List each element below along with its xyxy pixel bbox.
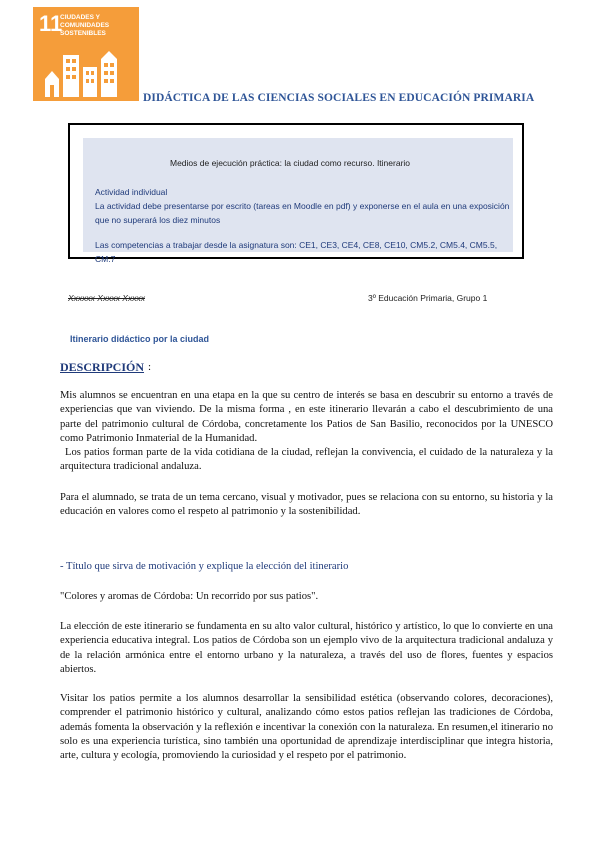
description-paragraph-2: Los patios forman parte de la vida cotidiana de la ciudad, reflejan la convivencia, el cuidado de la naturaleza y la arquitectura tradicional andaluza. [60,447,553,473]
sdg-11-logo [33,7,139,101]
itinerary-quote-title: "Colores y aromas de Córdoba: Un recorrido por sus patios". [60,591,319,602]
activity-label: Actividad individual [95,187,168,197]
sdg-label-line: SOSTENIBLES [60,30,106,37]
section2-paragraph-1: La elección de este itinerario se fundamenta en su alto valor cultural, histórico y artístico, lo que lo convierte en una experiencia educativa integral. Los patios de Córdoba son un ejemplo vivo de la arquitectura tradicional andaluza y de la relación armónica entre el entorno urbano y la naturaleza, a través del uso de flores, fuentes y espacios abiertos. [60,621,553,675]
competencies-text: Las competencias a trabajar desde la asignatura son: CE1, CE3, CE4, CE8, CE10, CM5.2, CM5.4, CM5.5, CM.7 [95,240,498,264]
section2-paragraph-2: Visitar los patios permite a los alumnos desarrollar la sensibilidad estética (observando colores, decoraciones), comprender el patrimonio histórico y cultural, analizando cómo estos patios reflejan las tradiciones de Córdoba, además fomenta la observación y la reflexión e incentivar la conexión con la naturaleza. En resumen,el itinerario no solo es una experiencia turística, sino también una oportunidad de aprendizaje interdisciplinar que integra historia, arte, cultura y ecología, promoviendo la curiosidad y el respeto por el patrimonio. [60,693,553,762]
course-group: 3º Educación Primaria, Grupo 1 [368,293,488,303]
activity-info-box [68,123,524,264]
description-colon: : [148,361,152,373]
itinerary-title: Itinerario didáctico por la ciudad [70,334,210,344]
description-paragraph-3: Para el alumnado, se trata de un tema cercano, visual y motivador, pues se relaciona con su entorno, su historia y la educación en valores como el respeto al patrimonio y la sostenibilidad. [60,492,553,518]
sdg-label [60,14,136,38]
box-title: Medios de ejecución práctica: la ciudad como recurso. Itinerario [170,158,411,168]
city-buildings-icon [45,49,127,97]
section-heading-title-motivation: - Título que sirva de motivación y explique la elección del itinerario [60,561,349,572]
activity-text: La actividad debe presentarse por escrito (tareas en Moodle en pdf) y exponerse en el aula en una exposición que no superará los diez minutos [95,201,510,225]
sdg-label-line: CIUDADES Y [60,14,100,21]
description-paragraph-1: Mis alumnos se encuentran en una etapa en la que su centro de interés se basa en descubrir su entorno a través de experiencias que van viviendo. De la misma forma , en este itinerario llevarán a cabo el descubrimiento de una parte del patrimonio cultural de Córdoba, concretamente los Patios de San Basilio, reconocidos por la UNESCO como Patrimonio Inmaterial de la Humanidad. [60,390,553,444]
description-heading: DESCRIPCIÓN [60,360,145,374]
page-header-title: DIDÁCTICA DE LAS CIENCIAS SOCIALES EN EDUCACIÓN PRIMARIA [143,92,535,104]
sdg-label-line: COMUNIDADES [60,22,110,29]
sdg-number: 11 [39,11,63,36]
author-name-redacted: Xxxxxx Xxxxx Xxxxx [68,293,145,303]
activity-info-panel [83,138,513,264]
